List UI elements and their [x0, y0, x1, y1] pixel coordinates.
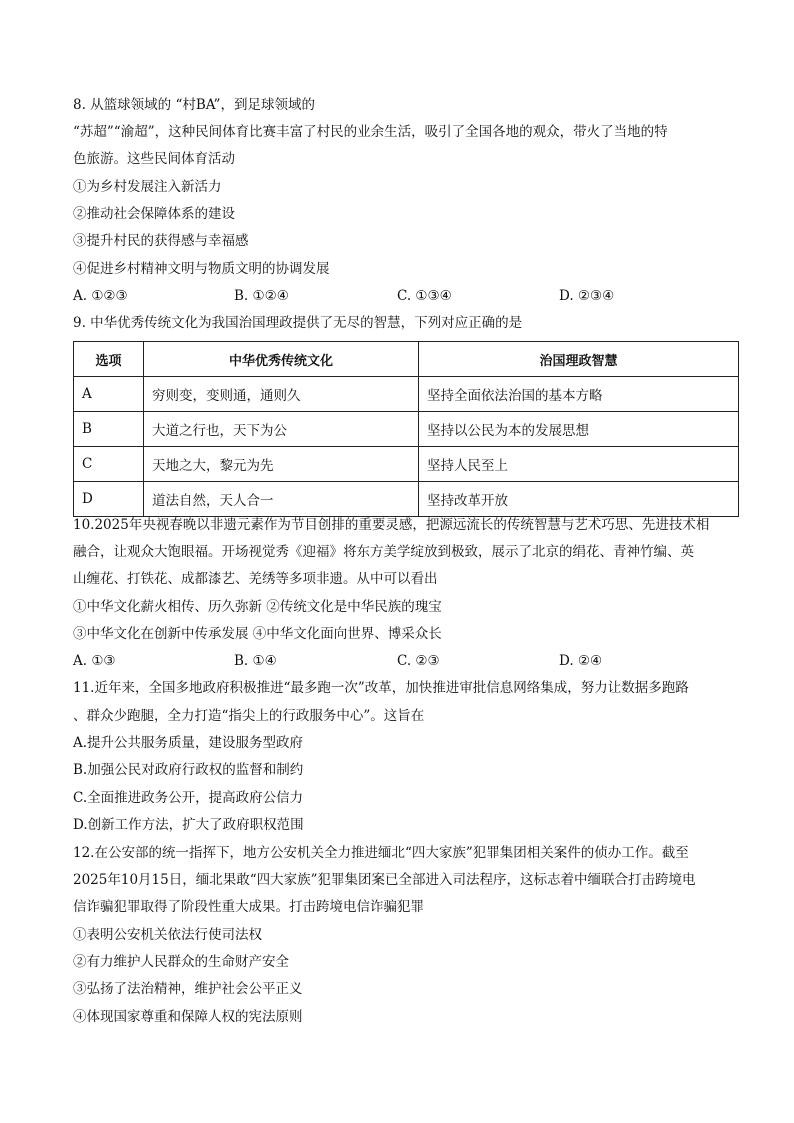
q11-option-c[interactable]: C.全面推进政务公开，提高政府公信力 [73, 790, 304, 806]
q11-option-d[interactable]: D.创新工作方法，扩大了政府职权范围 [73, 817, 304, 833]
q8-item-4: ④促进乡村精神文明与物质文明的协调发展 [73, 261, 330, 277]
q9-header-culture: 中华优秀传统文化 [144, 342, 419, 377]
q9-row-c-governance: 坚持人民至上 [419, 447, 739, 482]
q8-options [73, 286, 733, 306]
q9-row-d-option: D [74, 482, 144, 517]
q10-stem-line-2: 融合，让观众大饱眼福。开场视觉秀《迎福》将东方美学绽放到极致，展示了北京的绢花、青神竹编、英 [73, 544, 694, 560]
q8-stem-line-3: 色旅游。这些民间体育活动 [73, 151, 235, 167]
q10-options [73, 651, 733, 671]
q8-stem-line-1: 8. 从篮球领域的 “村BA”，到足球领域的 [73, 97, 315, 113]
q8-option-c[interactable]: C. ①③④ [397, 288, 452, 304]
table-row [74, 447, 739, 482]
q10-items-line-1: ①中华文化薪火相传、历久弥新 ②传统文化是中华民族的瑰宝 [73, 599, 442, 615]
q10-option-b[interactable]: B. ①④ [234, 653, 277, 669]
q12-item-4: ④体现国家尊重和保障人权的宪法原则 [73, 1009, 303, 1025]
q11-stem-line-1: 11.近年来，全国多地政府积极推进“最多跑一次”改革，加快推进审批信息网络集成，努力让数据多跑路 [73, 680, 689, 696]
q8-item-2: ②推动社会保障体系的建设 [73, 206, 235, 222]
q10-items-line-2: ③中华文化在创新中传承发展 ④中华文化面向世界、博采众长 [73, 626, 442, 642]
q10-option-d[interactable]: D. ②④ [559, 653, 603, 669]
q9-row-a-governance: 坚持全面依法治国的基本方略 [419, 377, 739, 412]
q9-table [73, 341, 739, 517]
q11-option-a[interactable]: A.提升公共服务质量，建设服务型政府 [73, 735, 304, 751]
q10-option-a[interactable]: A. ①③ [73, 653, 116, 669]
q12-item-2: ②有力维护人民群众的生命财产安全 [73, 954, 289, 970]
q12-stem-line-3: 信诈骗犯罪取得了阶段性重大成果。打击跨境电信诈骗犯罪 [73, 899, 424, 915]
q10-option-c[interactable]: C. ②③ [397, 653, 440, 669]
q9-stem: 9. 中华优秀传统文化为我国治国理政提供了无尽的智慧，下列对应正确的是 [73, 315, 523, 331]
q9-header-option: 选项 [74, 342, 144, 377]
q9-row-d-culture: 道法自然，天人合一 [144, 482, 419, 517]
table-row [74, 377, 739, 412]
q9-row-b-option: B [74, 412, 144, 447]
q11-stem-line-2: 、群众少跑腿，全力打造“指尖上的行政服务中心”。这旨在 [73, 708, 425, 724]
q10-stem-line-1: 10.2025年央视春晚以非遗元素作为节目创排的重要灵感，把源远流长的传统智慧与艺术巧思、先进技术相 [73, 517, 710, 533]
q9-row-a-culture: 穷则变，变则通，通则久 [144, 377, 419, 412]
q10-stem-line-3: 山缠花、打铁花、成都漆艺、羌绣等多项非遗。从中可以看出 [73, 571, 438, 587]
q8-item-1: ①为乡村发展注入新活力 [73, 179, 222, 195]
table-row [74, 482, 739, 517]
q8-option-d[interactable]: D. ②③④ [559, 288, 615, 304]
q9-table-header-row [74, 342, 739, 377]
q9-row-c-option: C [74, 447, 144, 482]
q9-row-b-governance: 坚持以公民为本的发展思想 [419, 412, 739, 447]
q12-item-3: ③弘扬了法治精神，维护社会公平正义 [73, 981, 303, 997]
q8-item-3: ③提升村民的获得感与幸福感 [73, 233, 249, 249]
q8-stem-line-2: “苏超”“渝超”，这种民间体育比赛丰富了村民的业余生活，吸引了全国各地的观众，带火了当地的特 [73, 124, 668, 140]
q9-row-b-culture: 大道之行也，天下为公 [144, 412, 419, 447]
q12-item-1: ①表明公安机关依法行使司法权 [73, 927, 262, 943]
q8-option-a[interactable]: A. ①②③ [73, 288, 128, 304]
q9-row-d-governance: 坚持改革开放 [419, 482, 739, 517]
q12-stem-line-1: 12.在公安部的统一指挥下，地方公安机关全力推进缅北“四大家族”犯罪集团相关案件的侦办工作。截至 [73, 845, 689, 861]
q11-option-b[interactable]: B.加强公民对政府行政权的监督和制约 [73, 762, 304, 778]
q8-option-b[interactable]: B. ①②④ [234, 288, 289, 304]
q9-row-a-option: A [74, 377, 144, 412]
q9-header-governance: 治国理政智慧 [419, 342, 739, 377]
table-row [74, 412, 739, 447]
q12-stem-line-2: 2025年10月15日，缅北果敢“四大家族”犯罪集团案已全部进入司法程序，这标志着中缅联合打击跨境电 [73, 872, 696, 888]
q9-row-c-culture: 天地之大，黎元为先 [144, 447, 419, 482]
